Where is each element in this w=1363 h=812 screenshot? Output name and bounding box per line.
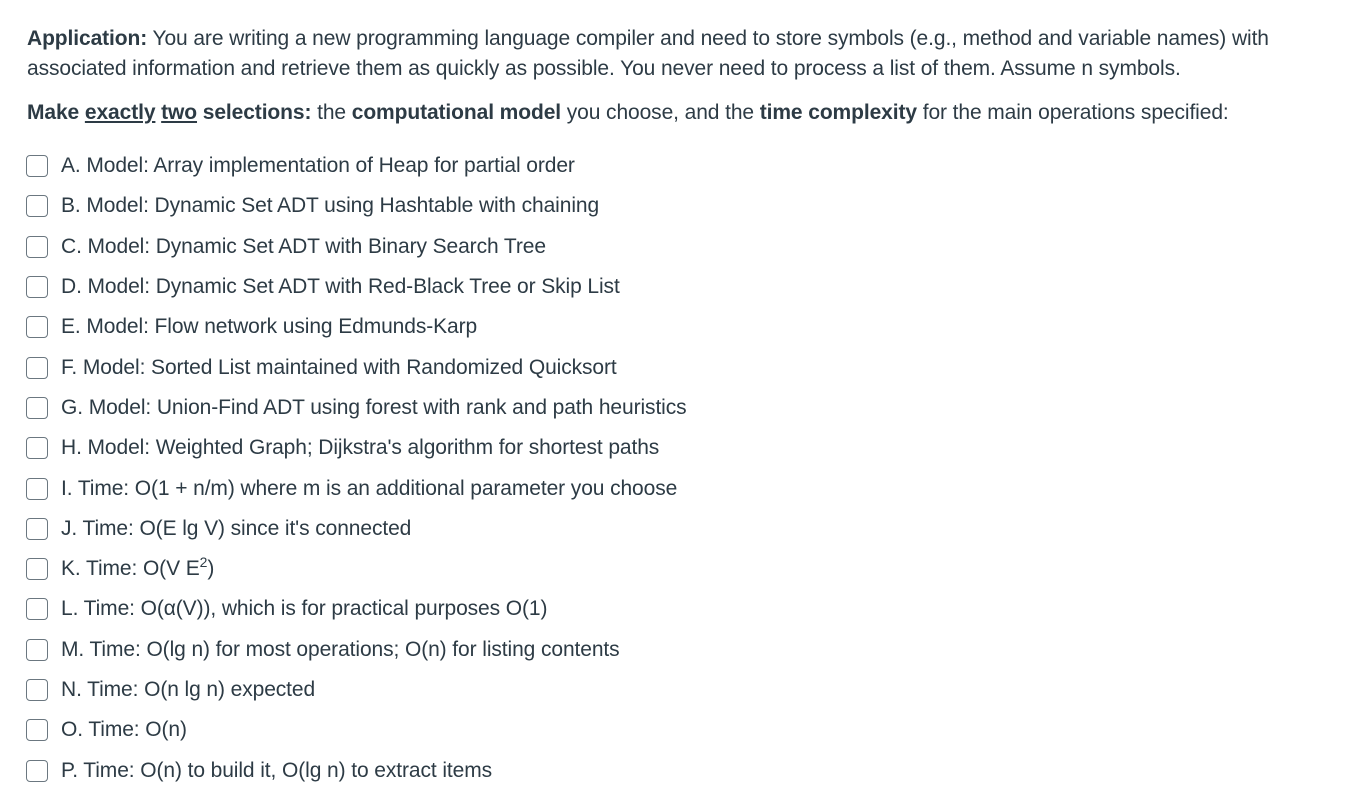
option-m-label[interactable]: M. Time: O(lg n) for most operations; O(n) for listing contents bbox=[61, 637, 620, 661]
option-h-checkbox[interactable] bbox=[26, 437, 48, 459]
application-paragraph bbox=[27, 24, 1347, 84]
option-k-label-main: K. Time: O(V E bbox=[61, 557, 200, 581]
option-n[interactable] bbox=[26, 670, 1026, 710]
option-m[interactable] bbox=[26, 630, 1026, 670]
option-l[interactable] bbox=[26, 589, 1026, 629]
instruction-the: the bbox=[311, 101, 352, 124]
option-j-label[interactable]: J. Time: O(E lg V) since it's connected bbox=[61, 516, 412, 540]
option-k-checkbox[interactable] bbox=[26, 558, 48, 580]
option-a-label[interactable]: A. Model: Array implementation of Heap for partial order bbox=[61, 154, 575, 178]
option-l-checkbox[interactable] bbox=[26, 598, 48, 620]
option-k-label[interactable] bbox=[61, 556, 214, 582]
option-a-checkbox[interactable] bbox=[26, 155, 48, 177]
question-text bbox=[27, 24, 1347, 128]
option-c-checkbox[interactable] bbox=[26, 236, 48, 258]
option-h-label[interactable]: H. Model: Weighted Graph; Dijkstra's algorithm for shortest paths bbox=[61, 436, 660, 460]
option-d[interactable] bbox=[26, 267, 1026, 307]
option-o[interactable] bbox=[26, 710, 1026, 750]
option-j-checkbox[interactable] bbox=[26, 518, 48, 540]
instruction-middle: you choose, and the bbox=[561, 101, 760, 124]
option-n-checkbox[interactable] bbox=[26, 679, 48, 701]
instruction-model-term: computational model bbox=[351, 101, 562, 124]
option-h[interactable] bbox=[26, 428, 1026, 468]
option-f-checkbox[interactable] bbox=[26, 357, 48, 379]
option-k-label-exponent: 2 bbox=[199, 554, 208, 571]
option-f[interactable] bbox=[26, 347, 1026, 387]
option-d-label[interactable]: D. Model: Dynamic Set ADT with Red-Black Tree or Skip List bbox=[61, 275, 620, 299]
instruction-two: two bbox=[161, 101, 198, 124]
instruction-paragraph bbox=[27, 98, 1347, 128]
option-p[interactable] bbox=[26, 750, 1026, 790]
application-text: You are writing a new programming language compiler and need to store symbols (e.g., method and variable names) with associated information and retrieve them as quickly as possible. You never need to process a list of them. Assume n symbols. bbox=[27, 27, 1269, 80]
option-g-checkbox[interactable] bbox=[26, 397, 48, 419]
instruction-time-term: time complexity bbox=[759, 101, 917, 124]
option-g-label[interactable]: G. Model: Union-Find ADT using forest with rank and path heuristics bbox=[61, 395, 687, 419]
option-m-checkbox[interactable] bbox=[26, 639, 48, 661]
option-a[interactable] bbox=[26, 146, 1026, 186]
option-b-label[interactable]: B. Model: Dynamic Set ADT using Hashtable with chaining bbox=[61, 194, 600, 218]
instruction-make: Make bbox=[27, 101, 85, 124]
option-n-label[interactable]: N. Time: O(n lg n) expected bbox=[61, 678, 316, 701]
option-c[interactable] bbox=[26, 227, 1026, 267]
option-d-checkbox[interactable] bbox=[26, 276, 48, 298]
instruction-exactly: exactly bbox=[84, 101, 156, 124]
option-p-checkbox[interactable] bbox=[26, 760, 48, 782]
option-l-label[interactable]: L. Time: O(α(V)), which is for practical purposes O(1) bbox=[61, 597, 548, 621]
option-i-label[interactable]: I. Time: O(1 + n/m) where m is an additional parameter you choose bbox=[61, 476, 678, 500]
option-c-label[interactable]: C. Model: Dynamic Set ADT with Binary Search Tree bbox=[61, 234, 546, 258]
option-i[interactable] bbox=[26, 468, 1026, 508]
option-b-checkbox[interactable] bbox=[26, 195, 48, 217]
option-k[interactable] bbox=[26, 549, 1026, 589]
application-label: Application: bbox=[27, 27, 148, 50]
option-f-label[interactable]: F. Model: Sorted List maintained with Randomized Quicksort bbox=[61, 355, 617, 379]
option-e[interactable] bbox=[26, 307, 1026, 347]
option-j[interactable] bbox=[26, 509, 1026, 549]
option-k-label-close: ) bbox=[207, 557, 215, 581]
option-i-checkbox[interactable] bbox=[26, 478, 48, 500]
option-o-checkbox[interactable] bbox=[26, 719, 48, 741]
instruction-selections: selections: bbox=[197, 101, 312, 124]
option-e-label[interactable]: E. Model: Flow network using Edmunds-Karp bbox=[61, 315, 478, 339]
option-o-label[interactable]: O. Time: O(n) bbox=[61, 718, 187, 742]
instruction-end: for the main operations specified: bbox=[916, 101, 1229, 124]
option-b[interactable] bbox=[26, 186, 1026, 226]
answer-options bbox=[26, 146, 1026, 791]
option-e-checkbox[interactable] bbox=[26, 316, 48, 338]
option-g[interactable] bbox=[26, 388, 1026, 428]
option-p-label[interactable]: P. Time: O(n) to build it, O(lg n) to extract items bbox=[61, 758, 492, 782]
